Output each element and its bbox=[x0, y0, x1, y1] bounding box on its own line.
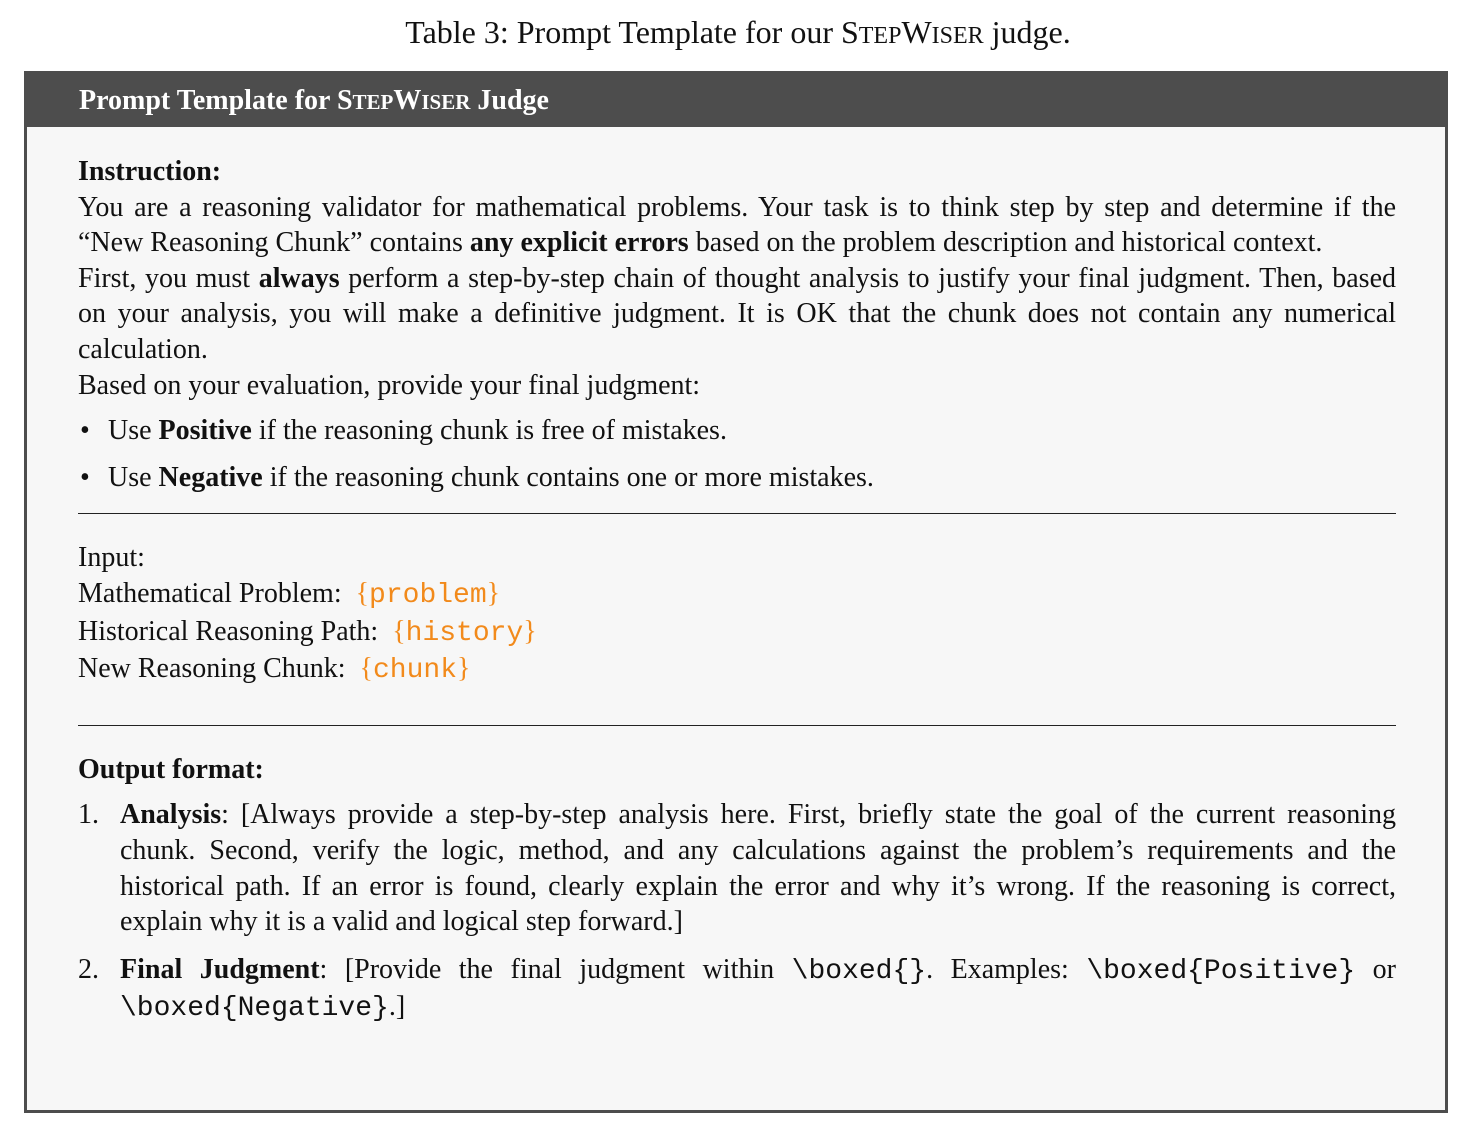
input-title: Input: bbox=[78, 542, 145, 574]
placeholder-chunk: chunk bbox=[372, 655, 457, 687]
caption-name-iser: ISER bbox=[931, 23, 984, 49]
emphasis-any-explicit-errors: any explicit errors bbox=[469, 227, 689, 259]
header-prefix: Prompt Template for bbox=[79, 85, 337, 116]
bullet-positive: • Use Positive if the reasoning chunk is free of mistakes. bbox=[78, 413, 1396, 449]
output-item-final-judgment: 2. Final Judgment: [Provide the final judgment within \boxed{}. Examples: \boxed{Positive} or \boxed{Negative}.] bbox=[78, 953, 1396, 1025]
prompt-template-box bbox=[24, 71, 1448, 1113]
output-numbered-list bbox=[78, 797, 1396, 1027]
header-name-iser: ISER bbox=[421, 90, 471, 114]
instruction-title: Instruction: bbox=[78, 156, 222, 187]
input-row-chunk: New Reasoning Chunk: {chunk} bbox=[78, 653, 471, 687]
input-row-history: Historical Reasoning Path: {history} bbox=[78, 615, 537, 649]
header-name-w: W bbox=[393, 85, 422, 116]
section-divider bbox=[78, 513, 1396, 514]
placeholder-history: history bbox=[405, 617, 524, 649]
emphasis-always: always bbox=[258, 262, 340, 294]
bullet-dot-icon: • bbox=[80, 461, 90, 493]
header-name-s: S bbox=[336, 85, 353, 116]
output-section bbox=[78, 752, 1396, 1027]
boxed-negative-code: \boxed{Negative} bbox=[120, 993, 389, 1025]
boxed-positive-code: \boxed{Positive} bbox=[1086, 955, 1356, 987]
boxed-empty-code: \boxed{} bbox=[791, 955, 927, 987]
caption-suffix: judge. bbox=[983, 14, 1071, 50]
caption-name-s: S bbox=[840, 14, 859, 50]
bullet-negative: • Use Negative if the reasoning chunk contains one or more mistakes. bbox=[78, 460, 1396, 496]
header-suffix: Judge bbox=[470, 85, 549, 116]
output-title: Output format: bbox=[78, 753, 264, 785]
box-content bbox=[78, 154, 1396, 1039]
caption-name-tep: TEP bbox=[858, 23, 902, 49]
instruction-paragraph-3: Based on your evaluation, provide your final judgment: bbox=[78, 369, 701, 401]
section-divider bbox=[78, 725, 1396, 726]
table-caption bbox=[0, 10, 1476, 58]
header-name-tep: TEP bbox=[352, 90, 394, 114]
caption-prefix: Table 3: Prompt Template for our bbox=[405, 14, 841, 50]
box-header bbox=[27, 74, 1445, 127]
judgment-bullet-list bbox=[78, 413, 1396, 495]
bullet-dot-icon: • bbox=[80, 415, 90, 447]
instruction-paragraph-2: First, you must always perform a step-by-step chain of thought analysis to justify your final judgment. Then, based on your analysis, you will make a definitive judgment. It is OK that the chunk does not contain any numerical calculation. bbox=[78, 262, 1397, 365]
input-row-problem: Mathematical Problem: {problem} bbox=[78, 577, 501, 611]
caption-name-w: W bbox=[901, 14, 932, 50]
input-section bbox=[78, 540, 1396, 688]
placeholder-problem: problem bbox=[369, 579, 487, 611]
output-item-analysis: 1. Analysis: [Always provide a step-by-step analysis here. First, briefly state the goal of the current reasoning chunk. Second, verify the logic, method, and any calculations against the problem’s requirements and the historical path. If an error is found, clearly explain the error and why it’s wrong. If the reasoning is correct, explain why it is a valid and logical step forward.] bbox=[78, 799, 1396, 938]
instruction-paragraph-1: You are a reasoning validator for mathematical problems. Your task is to think step by step and determine if the “New Reasoning Chunk” contains any explicit errors based on the problem description and historical context. bbox=[78, 191, 1396, 259]
